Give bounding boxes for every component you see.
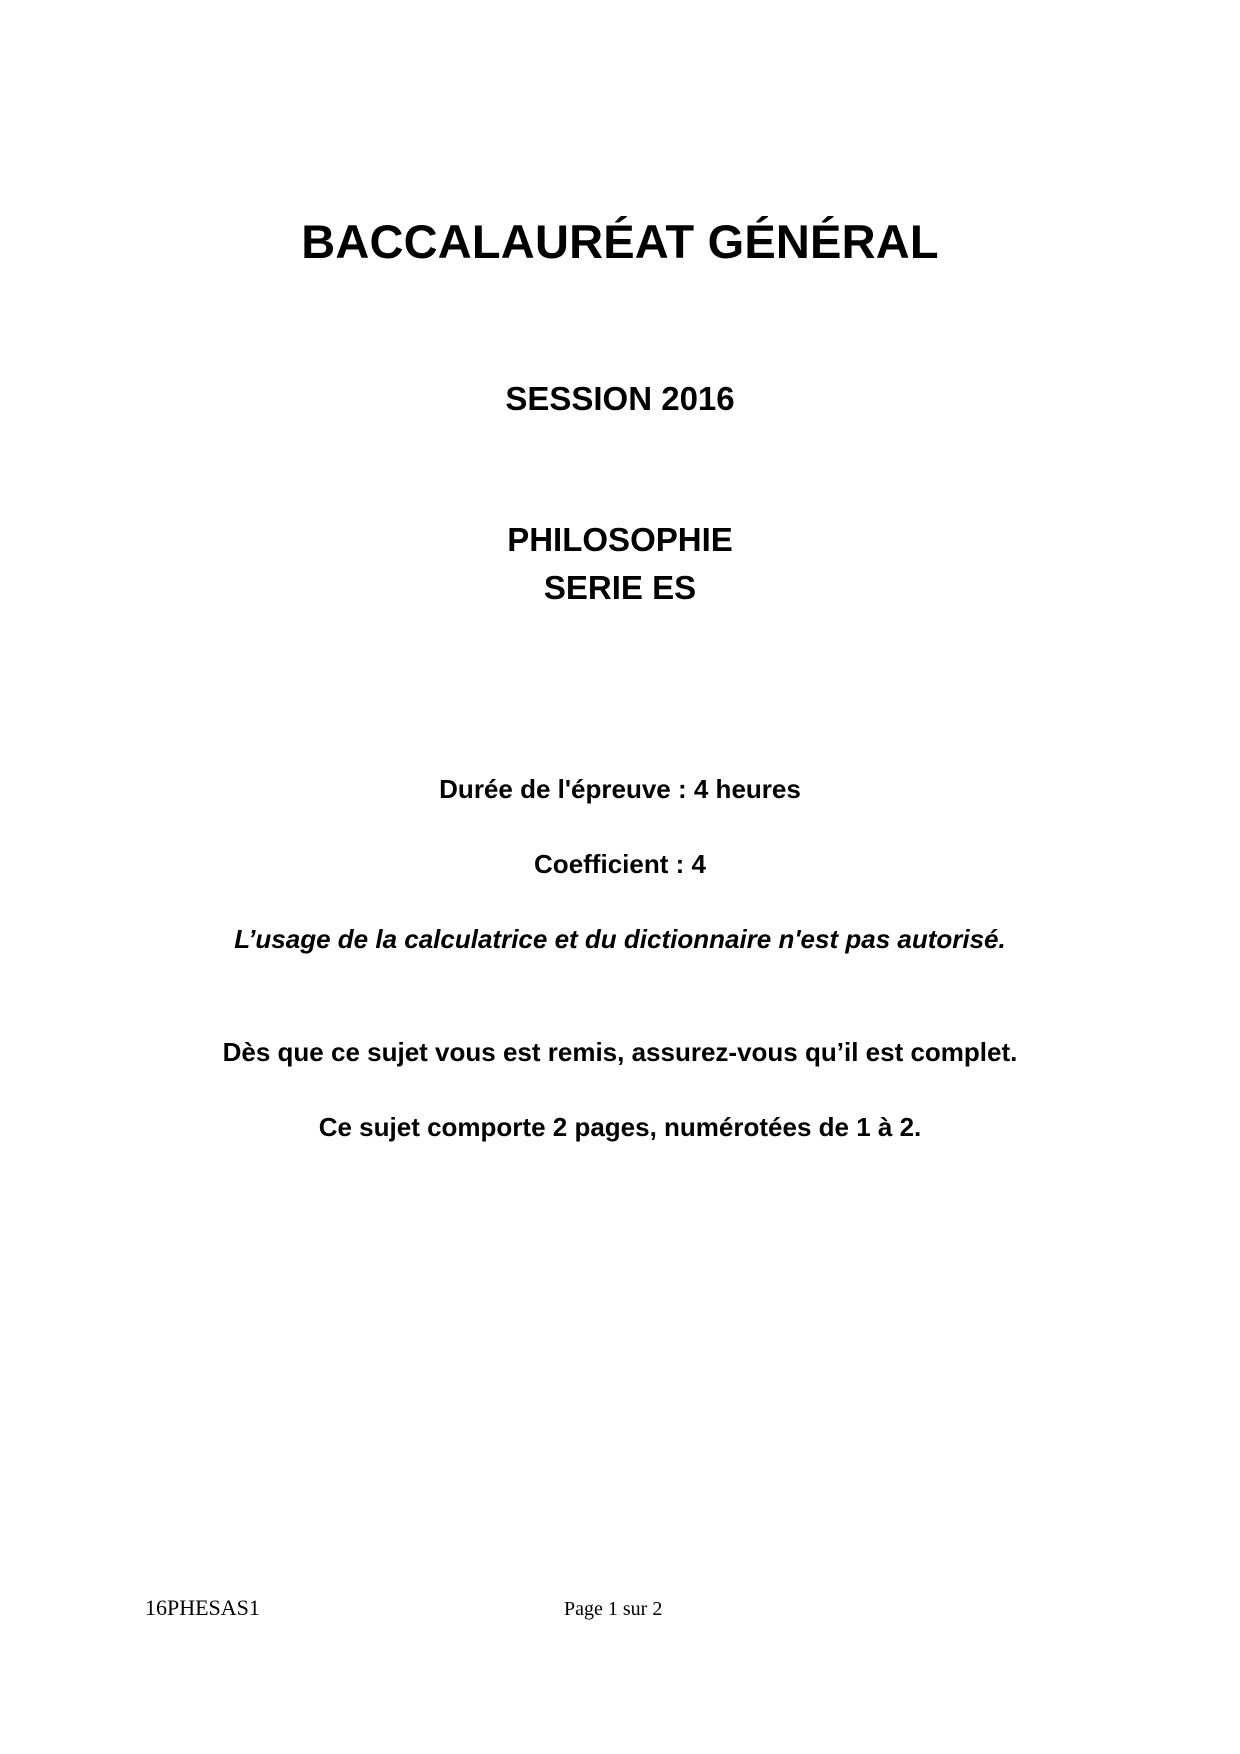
footer-page-number: Page 1 sur 2: [564, 1598, 663, 1620]
exam-title: BACCALAURÉAT GÉNÉRAL: [301, 215, 939, 268]
exam-coefficient: Coefficient : 4: [534, 849, 706, 879]
calculator-dictionary-notice: L’usage de la calculatrice et du dictionnaire n'est pas autorisé.: [234, 924, 1006, 954]
completeness-instruction: Dès que ce sujet vous est remis, assurez-vous qu’il est complet.: [222, 1037, 1018, 1067]
page-count-info: Ce sujet comporte 2 pages, numérotées de 1 à 2.: [318, 1112, 922, 1142]
subject-heading: PHILOSOPHIE: [507, 521, 733, 558]
serie-heading: SERIE ES: [543, 569, 697, 606]
session-heading: SESSION 2016: [505, 380, 735, 417]
exam-duration: Durée de l'épreuve : 4 heures: [439, 774, 801, 804]
footer-exam-code: 16PHESAS1: [145, 1595, 260, 1620]
